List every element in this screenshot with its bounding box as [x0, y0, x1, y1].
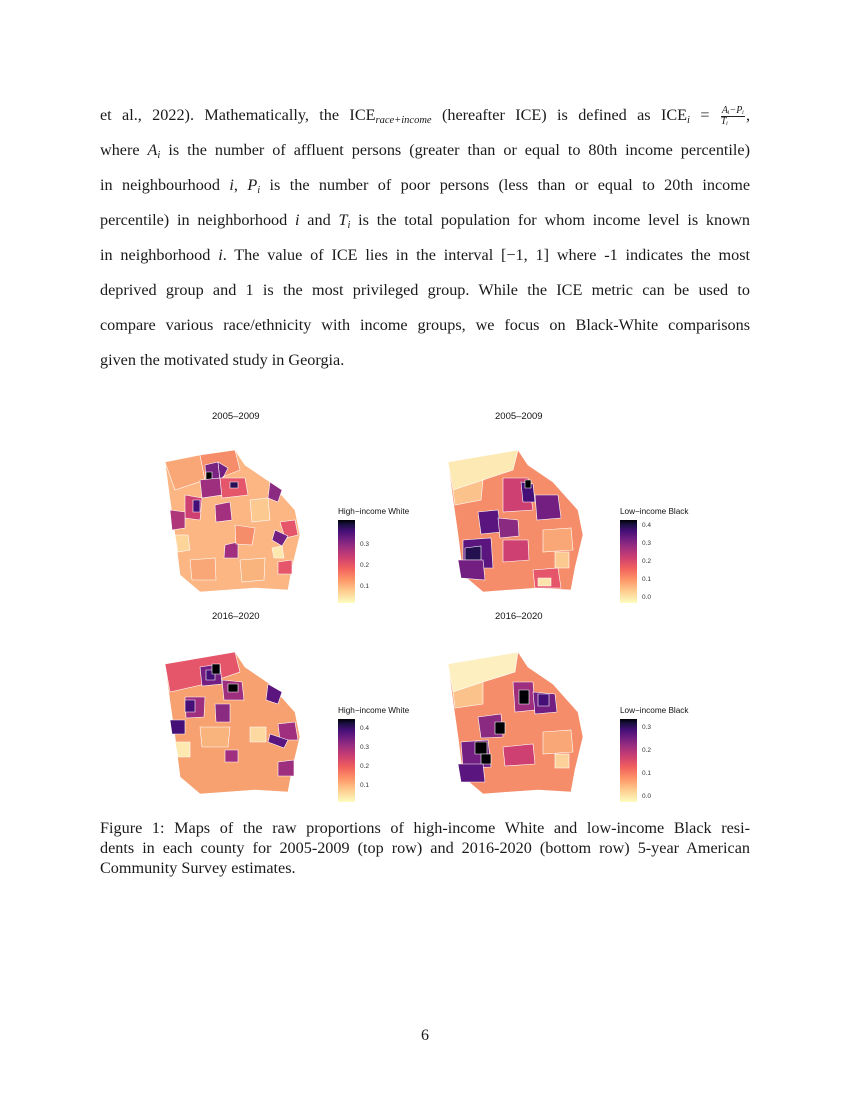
- legend-title: Low−income Black: [620, 706, 689, 715]
- legend-tick: 0.1: [642, 576, 652, 583]
- legend-title: High−income White: [338, 507, 410, 516]
- legend-tick: 0.2: [642, 747, 652, 754]
- caption-line: Community Survey estimates.: [100, 859, 296, 877]
- legend-tick: 0.2: [642, 558, 652, 565]
- legend-tick: 0.3: [642, 724, 652, 731]
- panel-title-top-right: 2005–2009: [495, 411, 543, 422]
- page-number: 6: [421, 1027, 429, 1044]
- caption-line: dents in each county for 2005-2009 (top row) and 2016-2020 (bottom row) 5-year American: [100, 839, 750, 857]
- text-line-2: where $A_i$ is the number of affluent persons (greater than or equal to 80th income percentile): [100, 141, 750, 161]
- caption-line: Figure 1: Maps of the raw proportions of high-income White and low-income Black resi-: [100, 819, 750, 837]
- text-line-8: given the motivated study in Georgia.: [100, 351, 345, 369]
- legend-tick: 0.2: [360, 763, 370, 770]
- legend-tick: 0.4: [642, 522, 652, 529]
- text-line-4: percentile) in neighborhood i and $T_i$ is the total population for whom income level is known: [100, 211, 750, 231]
- legend-title: High−income White: [338, 706, 410, 715]
- georgia-map-low-income-black-2016-2020: [443, 642, 623, 802]
- georgia-map-low-income-black-2005-2009: [443, 440, 623, 600]
- panel-title-bottom-right: 2016–2020: [495, 611, 543, 622]
- legend-tick: 0.0: [642, 594, 652, 601]
- legend-tick: 0.3: [360, 541, 370, 548]
- colorbar: [338, 719, 355, 802]
- panel-title-top-left: 2005–2009: [212, 411, 260, 422]
- legend-tick: 0.3: [360, 744, 370, 751]
- legend-tick: 0.0: [642, 793, 652, 800]
- panel-title-bottom-left: 2016–2020: [212, 611, 260, 622]
- figure-caption: [100, 818, 750, 878]
- georgia-map-high-income-white-2005-2009: [160, 440, 340, 600]
- colorbar: [338, 520, 355, 603]
- legend-title: Low−income Black: [620, 507, 689, 516]
- legend-tick: 0.2: [360, 562, 370, 569]
- legend-tick: 0.3: [642, 540, 652, 547]
- legend-tick: 0.4: [360, 725, 370, 732]
- text-line-3: in neighbourhood i, $P_i$ is the number of poor persons (less than or equal to 20th income: [100, 176, 751, 196]
- legend-tick: 0.1: [360, 782, 370, 789]
- text-line-6: deprived group and 1 is the most privileged group. While the ICE metric can be used to: [100, 281, 750, 299]
- text-line-1: et al., 2022). Mathematically, the $ICE_{race+income}$ (hereafter ICE) is defined as $ICE_i$ = $\frac{\text{Aᵢ−Pᵢ}}{\text{Tᵢ}}$ ,: [100, 104, 750, 127]
- georgia-map-high-income-white-2016-2020: [160, 642, 340, 802]
- colorbar: [620, 719, 637, 802]
- ice-fraction: $\frac{\text{Aᵢ−Pᵢ}}{\text{Tᵢ}}$: [720, 104, 744, 127]
- legend-tick: 0.1: [642, 770, 652, 777]
- legend-tick: 0.1: [360, 583, 370, 590]
- text-line-5: in neighborhood i. The value of ICE lies in the interval [−1, 1] where -1 indicates the most: [100, 246, 750, 264]
- text-line-7: compare various race/ethnicity with income groups, we focus on Black-White comparisons: [100, 316, 750, 334]
- colorbar: [620, 520, 637, 603]
